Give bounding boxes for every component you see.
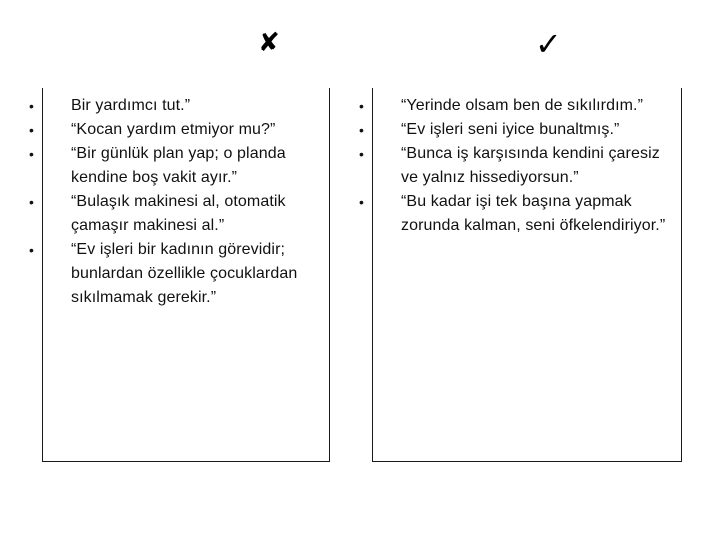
wrong-responses-list (29, 94, 325, 310)
cross-mark-icon: ✘ (258, 28, 280, 58)
quote-text: “Bulaşık makinesi al, otomatik çamaşır makinesi al.” (71, 193, 286, 234)
list-item (29, 190, 325, 238)
quote-text: “Bunca iş karşısında kendini çaresiz ve yalnız hissediyorsun.” (401, 145, 660, 186)
quote-text: “Ev işleri bir kadının görevidir; bunlardan özellikle çocuklardan sıkılmamak gerekir.” (71, 241, 298, 306)
quote-text: “Kocan yardım etmiyor mu?” (71, 121, 276, 138)
bullet-icon: • (29, 146, 35, 162)
bullet-icon: • (359, 122, 365, 138)
check-mark-icon: ✓ (535, 25, 562, 63)
wrong-responses-panel (29, 88, 330, 462)
list-item (359, 118, 681, 142)
list-item (29, 94, 325, 118)
list-item (359, 190, 681, 238)
bullet-icon: • (359, 146, 365, 162)
right-responses-list (359, 94, 681, 238)
bullet-icon: • (29, 122, 35, 138)
list-item (29, 238, 325, 310)
list-item (29, 142, 325, 190)
bullet-icon: • (29, 98, 35, 114)
quote-text: “Yerinde olsam ben de sıkılırdım.” (401, 97, 644, 114)
right-responses-panel (359, 88, 682, 462)
list-item (359, 142, 681, 190)
bullet-icon: • (359, 98, 365, 114)
quote-text: Bir yardımcı tut.” (71, 97, 191, 114)
quote-text: “Ev işleri seni iyice bunaltmış.” (401, 121, 620, 138)
list-item (359, 94, 681, 118)
quote-text: “Bu kadar işi tek başına yapmak zorunda kalman, seni öfkelendiriyor.” (401, 193, 666, 234)
bullet-icon: • (29, 194, 35, 210)
bullet-icon: • (29, 242, 35, 258)
bullet-icon: • (359, 194, 365, 210)
quote-text: “Bir günlük plan yap; o planda kendine boş vakit ayır.” (71, 145, 286, 186)
list-item (29, 118, 325, 142)
